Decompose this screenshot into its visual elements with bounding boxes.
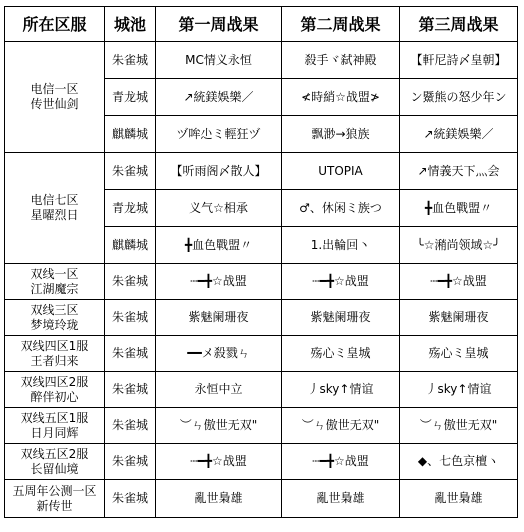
zone-server: 醉伴初心 (30, 389, 79, 404)
week2-cell: ┄━╋☆战盟 (282, 264, 400, 300)
week3-cell: ↗情義天下灬会 (400, 153, 518, 190)
week1-cell: ╋血色戰盟〃 (156, 227, 282, 264)
week3-cell: 丿sky↑情谊 (400, 372, 518, 408)
zone-name: 双线五区1服 (20, 410, 89, 425)
city-cell: 青龙城 (105, 190, 156, 227)
zone-server: 长留仙境 (30, 461, 79, 476)
week1-cell: ︶ㄣ傲世无双" (156, 408, 282, 444)
week1-cell: ┄━╋☆战盟 (156, 264, 282, 300)
week3-cell: 紫魅阑珊夜 (400, 300, 518, 336)
zone-name: 电信七区 (30, 193, 79, 207)
zone-server: 星曜烈日 (30, 208, 79, 222)
zone-server: 梦境玲珑 (30, 317, 79, 332)
zone-name: 双线一区 (30, 266, 79, 281)
week2-cell: ♂、休闲ミ族つ (282, 190, 400, 227)
week1-cell: ┄━╋☆战盟 (156, 444, 282, 480)
week2-cell: 亂世梟雄 (282, 480, 400, 518)
week2-cell: 丿sky↑情谊 (282, 372, 400, 408)
week3-cell: 亂世梟雄 (400, 480, 518, 518)
header-week2: 第二周战果 (282, 7, 400, 42)
table-row (5, 444, 518, 480)
header-week3: 第三周战果 (400, 7, 518, 42)
week3-cell: ↗統鎂娛樂／ (400, 116, 518, 153)
city-cell: 朱雀城 (105, 480, 156, 518)
week2-cell: ≮時綃☆战盟≯ (282, 79, 400, 116)
zone-name: 双线四区2服 (20, 374, 89, 389)
city-cell: 朱雀城 (105, 408, 156, 444)
zone-cell (5, 153, 105, 264)
zone-cell (5, 444, 105, 480)
week2-cell: UTOPIA (282, 153, 400, 190)
zone-server: 日月同辉 (30, 425, 79, 440)
week1-cell: ━━メ殺戮ㄣ (156, 336, 282, 372)
city-cell: 麒麟城 (105, 227, 156, 264)
city-cell: 朱雀城 (105, 336, 156, 372)
zone-cell (5, 408, 105, 444)
table-row (5, 300, 518, 336)
week3-cell: 【軒尼詩〆皇朝】 (400, 42, 518, 79)
zone-cell (5, 300, 105, 336)
week1-cell: ヅ哞尐ミ輕狂ヅ (156, 116, 282, 153)
week1-cell: 紫魅阑珊夜 (156, 300, 282, 336)
week2-cell: 1.出輪回丶 (282, 227, 400, 264)
week2-cell: 殇心ミ皇城 (282, 336, 400, 372)
city-cell: 朱雀城 (105, 300, 156, 336)
week2-cell: 殺手ヾ弑神殿 (282, 42, 400, 79)
zone-name: 双线五区2服 (20, 446, 89, 461)
table-row (5, 153, 518, 190)
city-cell: 朱雀城 (105, 372, 156, 408)
week3-cell: ︶ㄣ傲世无双" (400, 408, 518, 444)
week3-cell: ◆、七色京檀ヽ (400, 444, 518, 480)
zone-name: 电信一区 (30, 82, 79, 96)
zone-cell (5, 42, 105, 153)
week3-cell: ╋血色戰盟〃 (400, 190, 518, 227)
table-row (5, 264, 518, 300)
week1-cell: 【听雨阁〆散人】 (156, 153, 282, 190)
war-results-table (4, 6, 518, 518)
header-week1: 第一周战果 (156, 7, 282, 42)
city-cell: 麒麟城 (105, 116, 156, 153)
zone-cell (5, 372, 105, 408)
zone-server: 新传世 (36, 498, 73, 513)
week1-cell: 永恒中立 (156, 372, 282, 408)
week2-cell: 飘渺→狼族 (282, 116, 400, 153)
city-cell: 青龙城 (105, 79, 156, 116)
table-row (5, 336, 518, 372)
zone-name: 双线三区 (30, 302, 79, 317)
zone-cell (5, 336, 105, 372)
week1-cell: ↗統鎂娛樂／ (156, 79, 282, 116)
header-city: 城池 (105, 7, 156, 42)
week2-cell: 紫魅阑珊夜 (282, 300, 400, 336)
zone-server: 传世仙剑 (30, 97, 79, 111)
city-cell: 朱雀城 (105, 153, 156, 190)
zone-server: 江湖魔宗 (30, 281, 79, 296)
zone-server: 王者归来 (30, 353, 79, 368)
zone-cell (5, 480, 105, 518)
table-row (5, 42, 518, 79)
zone-name: 双线四区1服 (20, 338, 89, 353)
week1-cell: 义气☆相承 (156, 190, 282, 227)
week2-cell: ┄━╋☆战盟 (282, 444, 400, 480)
city-cell: 朱雀城 (105, 42, 156, 79)
city-cell: 朱雀城 (105, 264, 156, 300)
week3-cell: 殇心ミ皇城 (400, 336, 518, 372)
zone-name: 五周年公测一区 (12, 483, 97, 498)
table-row (5, 408, 518, 444)
zone-cell (5, 264, 105, 300)
city-cell: 朱雀城 (105, 444, 156, 480)
week3-cell: ╰☆潲尚领域☆╯ (400, 227, 518, 264)
week3-cell: ン鱀熊の怒少年ン (400, 79, 518, 116)
table-row (5, 372, 518, 408)
week1-cell: 亂世梟雄 (156, 480, 282, 518)
header-row (5, 7, 518, 42)
week1-cell: MC情义永恒 (156, 42, 282, 79)
header-zone: 所在区服 (5, 7, 105, 42)
table-row (5, 480, 518, 518)
week2-cell: ︶ㄣ傲世无双" (282, 408, 400, 444)
week3-cell: ┄━╋☆战盟 (400, 264, 518, 300)
